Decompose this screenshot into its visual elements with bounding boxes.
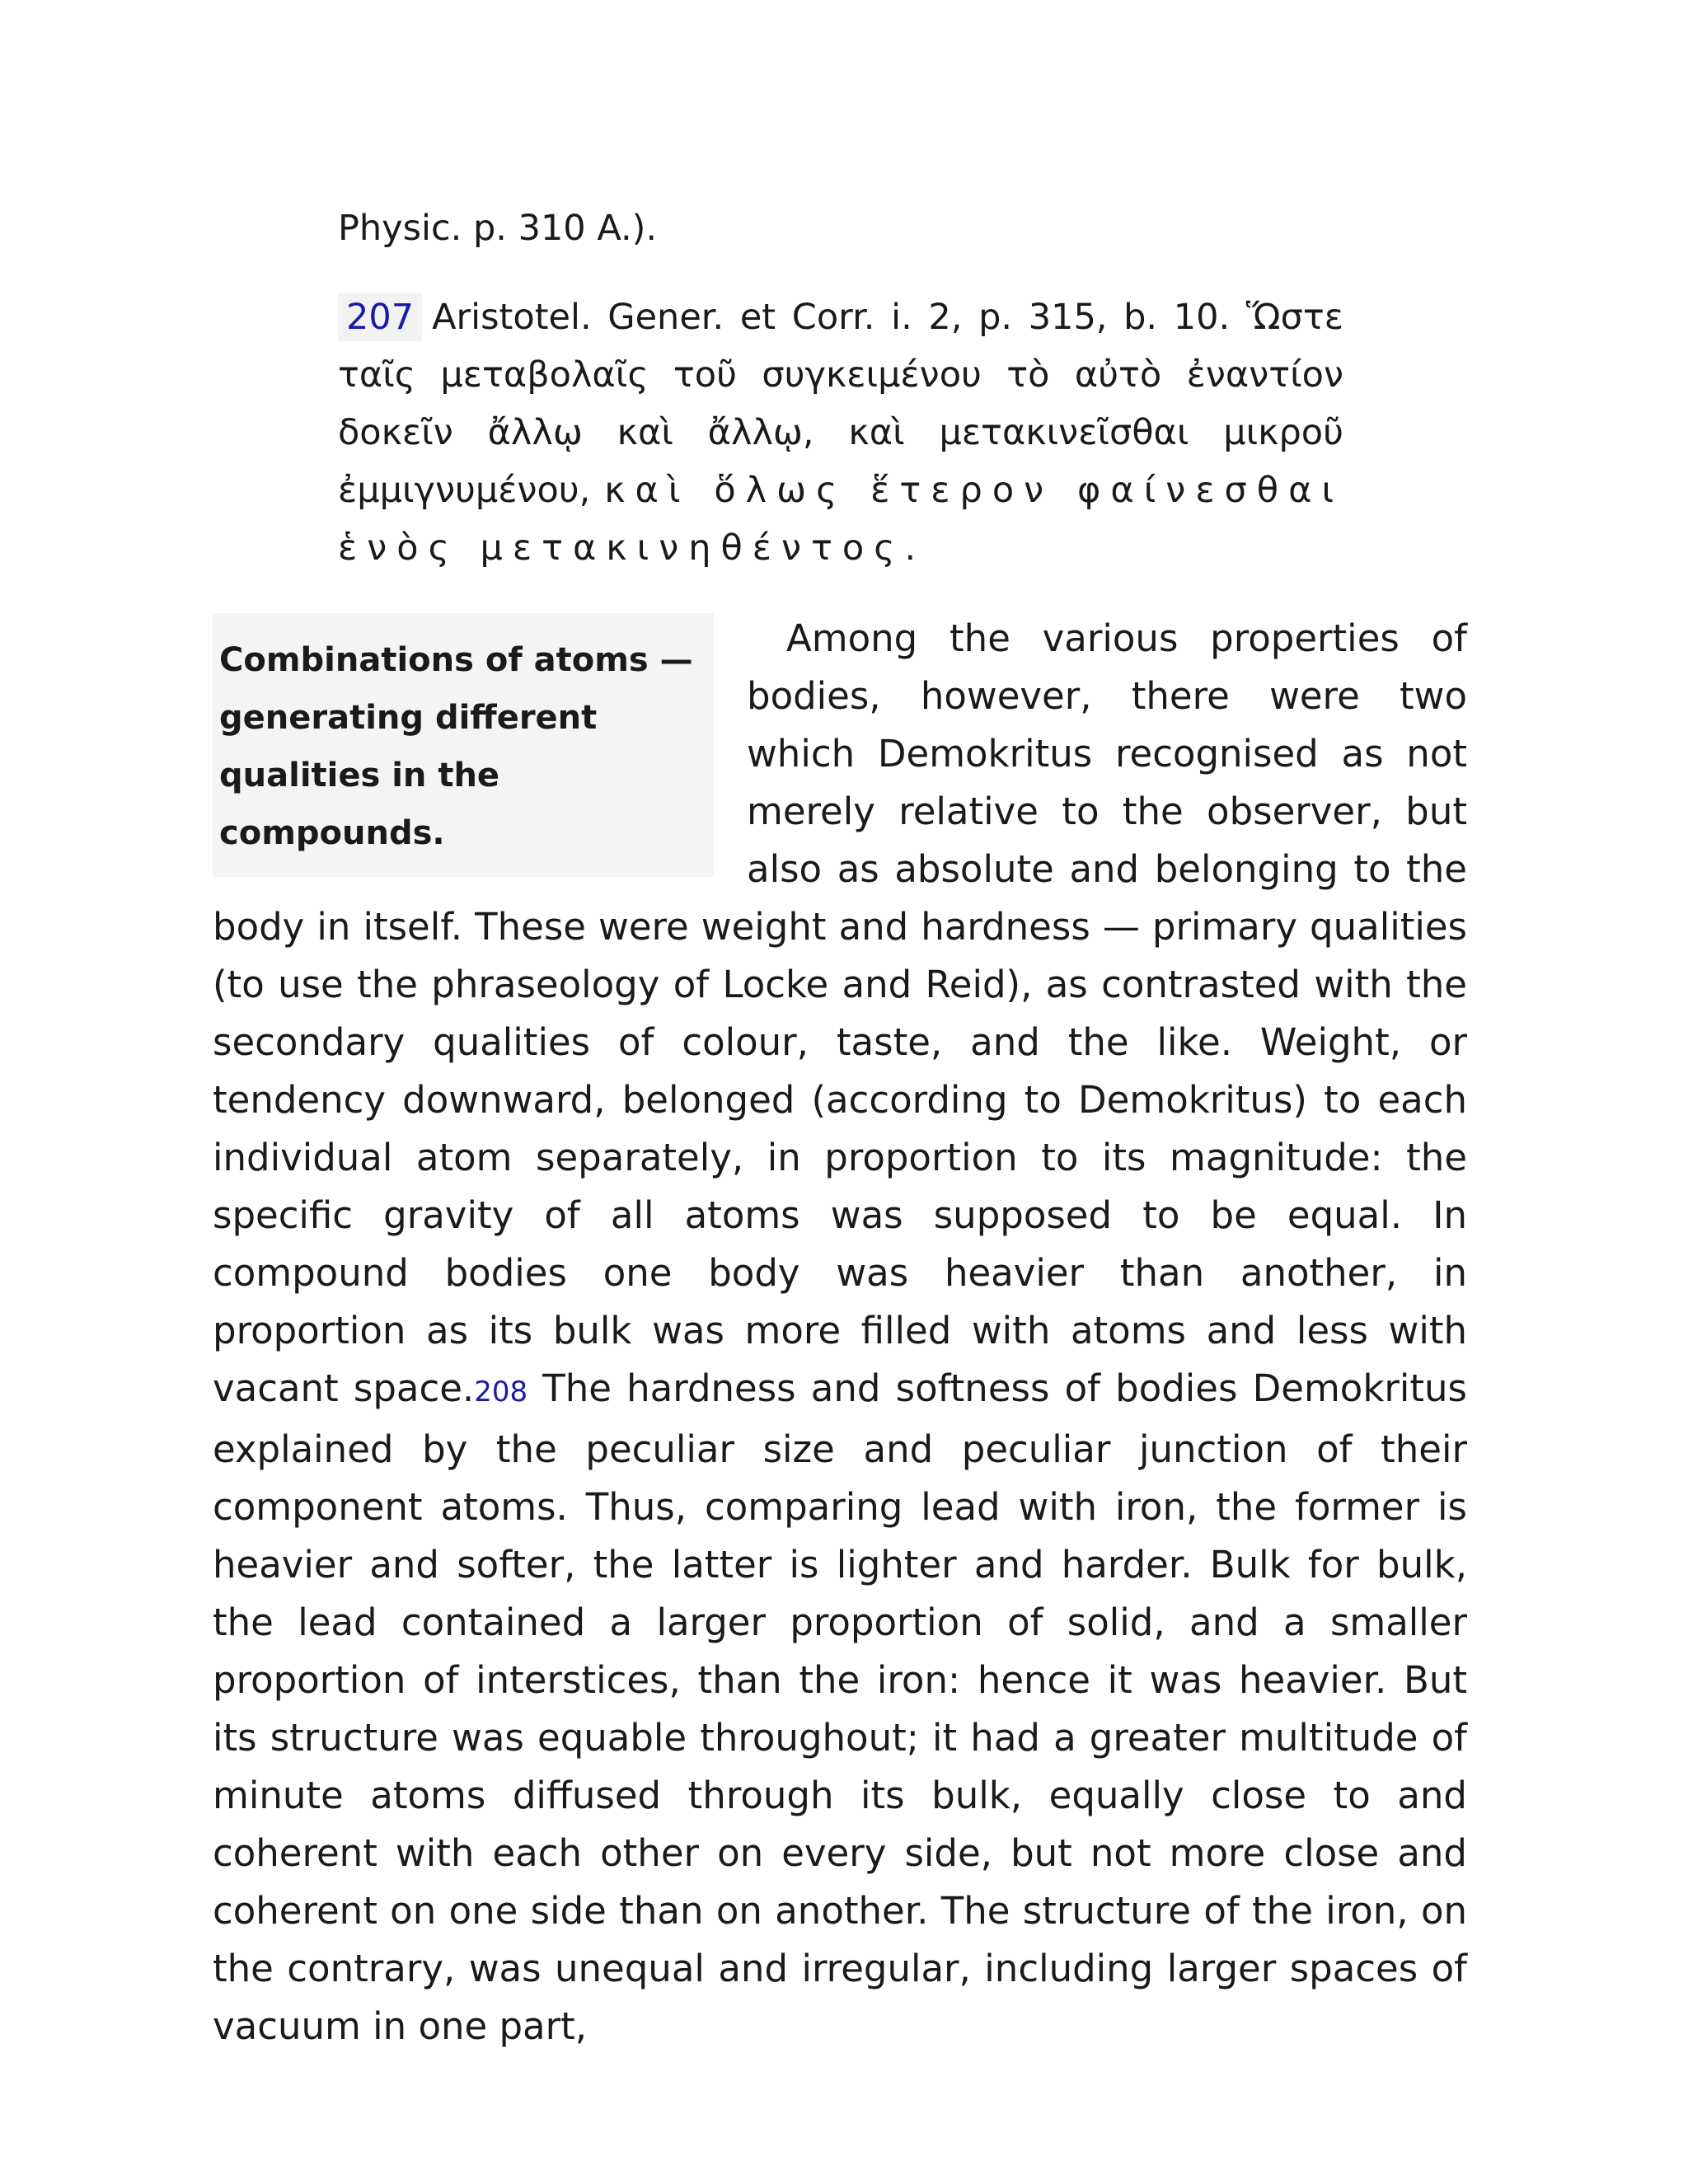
footnote-text: Aristotel. Gener. et Corr. i. 2, p. 315, b. 10. Ὥστε ταῖς μεταβολαῖς τοῦ συγκειμένου τὸ αὐτὸ ἐναντίον δοκεῖν ἄλλῳ καὶ ἄλλῳ, καὶ μετακινεῖσθαι μικροῦ ἐμμιγνυμένου, xyxy=(338,297,1343,511)
main-text xyxy=(213,610,1467,2055)
footnote-207 xyxy=(338,288,1343,577)
footnote-spaced-greek: καὶ ὅλως ἕτερον φαίνεσθαι ἑνὸς μετακινηθέντος. xyxy=(338,470,1344,569)
paragraph-text-1: Among the various properties of bodies, however, there were two which Demokritus recognised as not merely relative to the observer, but also as absolute and belonging to the body in itself. These were weight and hardness — primary qualities (to use the phraseology of Locke and Reid), as contrasted with the secondary qualities of colour, taste, and the like. Weight, or tendency downward, belonged (according to Demokritus) to each individual atom separately, in proportion to its magnitude: the specific gravity of all atoms was supposed to be equal. In compound bodies one body was heavier than another, in proportion as its bulk was more filled with atoms and less with vacant space. xyxy=(213,616,1467,1410)
footnote-continuation xyxy=(338,199,1343,257)
sidenote: Combinations of atoms — generating different qualities in the compounds. xyxy=(213,613,714,877)
footnote-continuation-text: Physic. p. 310 A.). xyxy=(338,208,658,249)
paragraph-text-2: The hardness and softness of bodies Demokritus explained by the peculiar size and peculiar junction of their component atoms. Thus, comparing lead with iron, the former is heavier and softer, the latter is lighter and harder. Bulk for bulk, the lead contained a larger proportion of solid, and a smaller proportion of interstices, than the iron: hence it was heavier. But its structure was equable throughout; it had a greater multitude of minute atoms diffused through its bulk, equally close to and coherent with each other on every side, but not more close and coherent on one side than on another. The structure of the iron, on the contrary, was unequal and irregular, including larger spaces of vacuum in one part, xyxy=(213,1366,1467,2048)
footnote-number-link[interactable]: 207 xyxy=(338,293,422,341)
footnote-ref-208[interactable]: 208 xyxy=(474,1376,528,1408)
